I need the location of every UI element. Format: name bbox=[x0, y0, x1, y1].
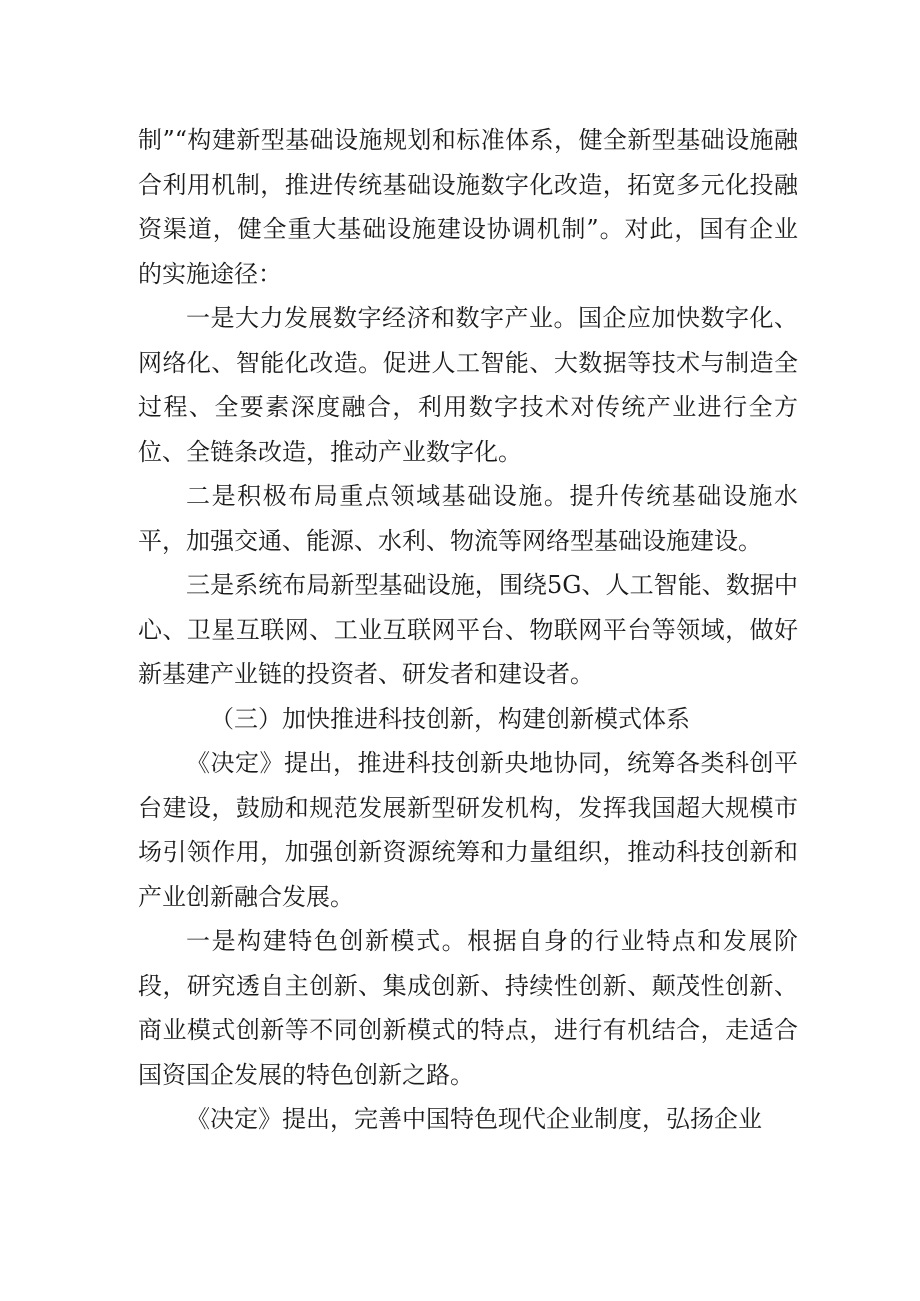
document-body bbox=[138, 118, 798, 1142]
paragraph-decision-tech-innovation: 《决定》提出，推进科技创新央地协同，统筹各类科创平台建设，鼓励和规范发展新型研发机构，发挥我国超大规模市场引领作用，加强创新资源统筹和力量组织，推动科技创新和产业创新融合发展。 bbox=[138, 749, 798, 911]
paragraph-continuation: 制”“构建新型基础设施规划和标准体系，健全新型基础设施融合利用机制，推进传统基础设施数字化改造，拓宽多元化投融资渠道，健全重大基础设施建设协调机制”。对此，国有企业的实施途径： bbox=[138, 126, 798, 288]
paragraph-point-one-innovation-model: 一是构建特色创新模式。根据自身的行业特点和发展阶段，研究透自主创新、集成创新、持续性创新、颠茂性创新、商业模式创新等不同创新模式的特点，进行有机结合，走适合国资国企发展的特色创新之路。 bbox=[138, 927, 798, 1089]
paragraph-point-two-infrastructure: 二是积极布局重点领域基础设施。提升传统基础设施水平，加强交通、能源、水利、物流等网络型基础设施建设。 bbox=[138, 482, 798, 555]
paragraph-point-three-new-infrastructure: 三是系统布局新型基础设施，围绕5G、人工智能、数据中心、卫星互联网、工业互联网平台、物联网平台等领域，做好新基建产业链的投资者、研发者和建设者。 bbox=[138, 571, 798, 688]
paragraph-point-one-digital: 一是大力发展数字经济和数字产业。国企应加快数字化、网络化、智能化改造。促进人工智能、大数据等技术与制造全过程、全要素深度融合，利用数字技术对传统产业进行全方位、全链条改造，推动产业数字化。 bbox=[138, 304, 798, 466]
paragraph-decision-enterprise-system: 《决定》提出，完善中国特色现代企业制度，弘扬企业 bbox=[186, 1105, 762, 1133]
section-heading-three: （三）加快推进科技创新，构建创新模式体系 bbox=[210, 704, 690, 733]
